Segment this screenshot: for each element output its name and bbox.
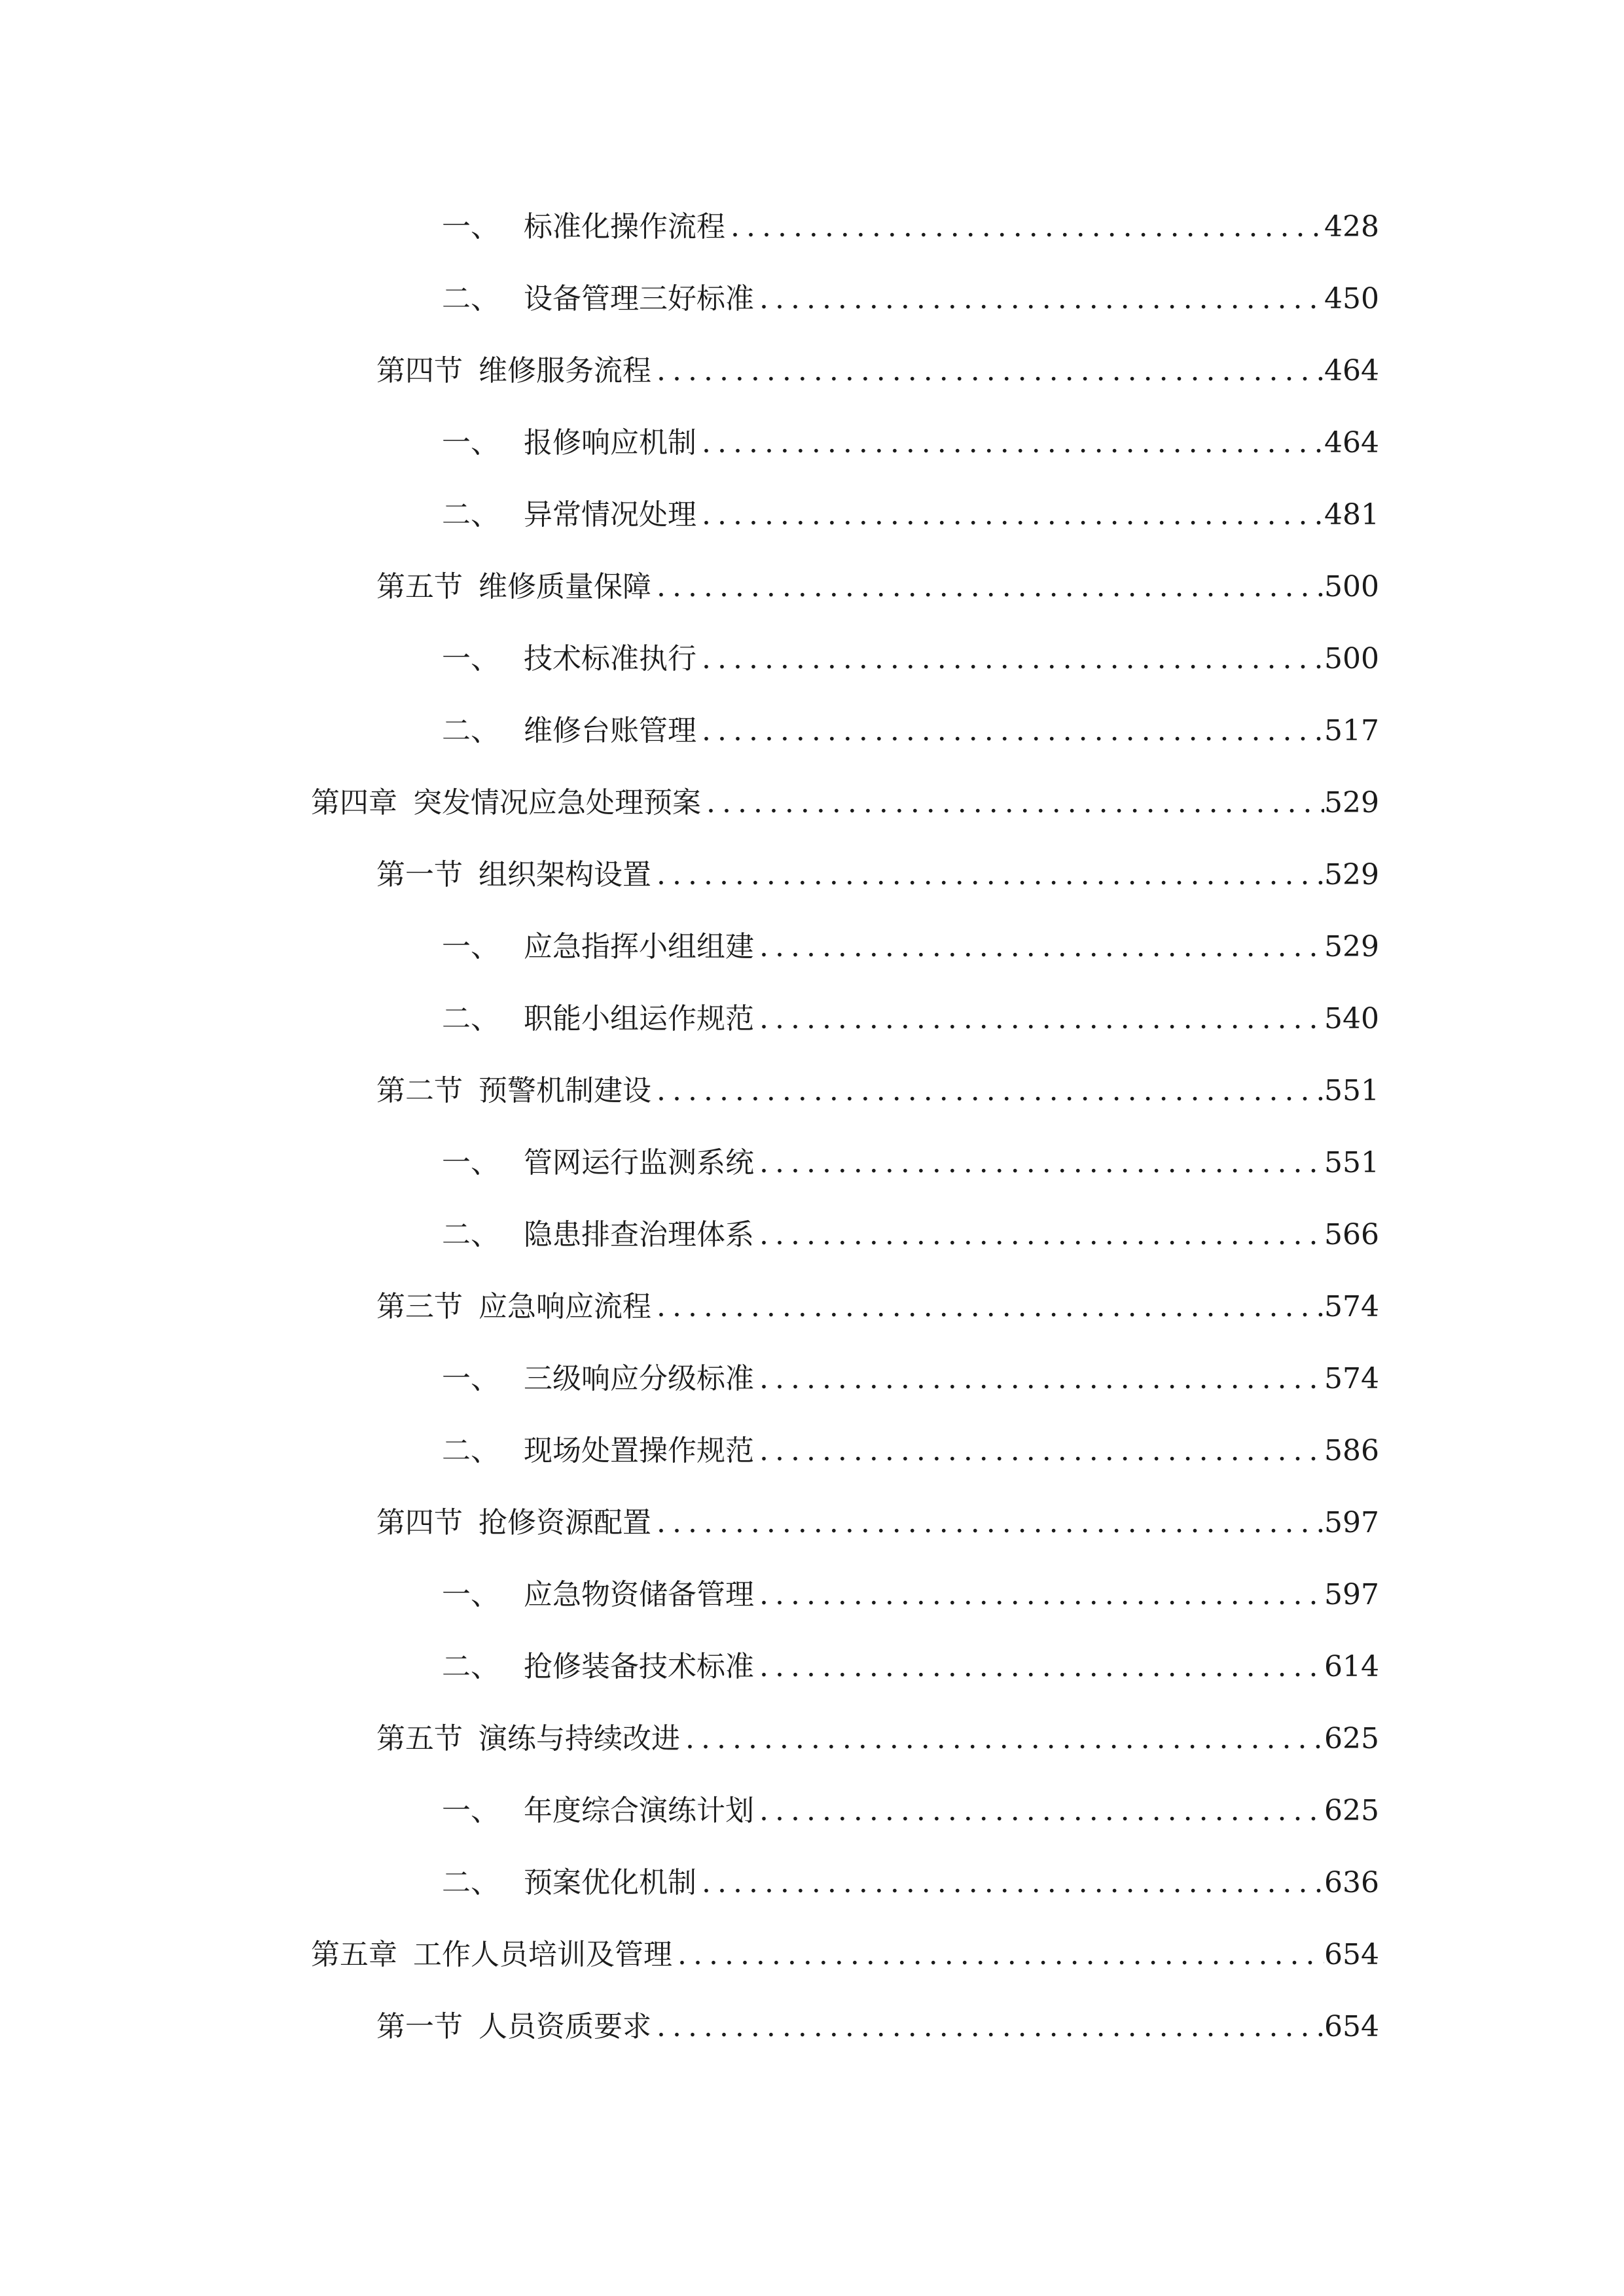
toc-entry-page: 597 xyxy=(1324,1506,1379,1539)
dot-leader xyxy=(754,1214,1324,1256)
toc-entry-number: 二、 xyxy=(442,1866,499,1899)
toc-entry-title: 突发情况应急处理预案 xyxy=(413,786,701,819)
toc-entry-title: 抢修资源配置 xyxy=(478,1506,651,1539)
toc-entry-number: 第二节 xyxy=(376,1074,463,1107)
toc-entry-title: 维修服务流程 xyxy=(478,354,651,387)
dot-leader xyxy=(696,638,1324,680)
dot-leader xyxy=(701,782,1324,824)
toc-entry-page: 551 xyxy=(1324,1146,1379,1179)
toc-entry-page: 551 xyxy=(1324,1074,1379,1107)
toc-entry-title: 组织架构设置 xyxy=(478,858,651,891)
toc-entry-number: 一、 xyxy=(442,1794,499,1827)
dot-leader xyxy=(696,494,1324,536)
toc-entry-title: 三级响应分级标准 xyxy=(524,1362,754,1395)
toc-entry-page: 586 xyxy=(1324,1434,1379,1467)
toc-entry[interactable] xyxy=(442,1358,1377,1400)
toc-entry[interactable] xyxy=(311,1934,1377,1976)
toc-entry-page: 654 xyxy=(1324,1938,1379,1971)
toc-entry-number: 二、 xyxy=(442,714,499,747)
toc-entry[interactable] xyxy=(442,1142,1377,1184)
toc-entry[interactable] xyxy=(442,926,1377,968)
toc-entry-title: 标准化操作流程 xyxy=(524,210,725,243)
toc-entry[interactable] xyxy=(442,710,1377,752)
toc-entry-title: 管网运行监测系统 xyxy=(524,1146,754,1179)
toc-entry-number: 二、 xyxy=(442,282,499,315)
dot-leader xyxy=(696,422,1324,464)
dot-leader xyxy=(680,1718,1324,1760)
toc-entry[interactable] xyxy=(442,638,1377,680)
dot-leader xyxy=(651,1070,1324,1112)
toc-entry-title: 应急响应流程 xyxy=(478,1290,651,1323)
toc-entry-number: 第四节 xyxy=(376,354,463,387)
toc-entry[interactable] xyxy=(376,1070,1377,1112)
toc-entry-page: 529 xyxy=(1324,930,1379,963)
toc-entry-number: 第四章 xyxy=(311,786,397,819)
toc-entry[interactable] xyxy=(442,1646,1377,1688)
toc-entry-title: 应急物资储备管理 xyxy=(524,1578,754,1611)
toc-entry-title: 应急指挥小组组建 xyxy=(524,930,754,963)
toc-entry[interactable] xyxy=(376,2006,1377,2048)
toc-entry-title: 预案优化机制 xyxy=(524,1866,696,1899)
toc-entry-number: 二、 xyxy=(442,1434,499,1467)
dot-leader xyxy=(651,350,1324,392)
toc-entry-title: 人员资质要求 xyxy=(478,2010,651,2043)
toc-entry-page: 597 xyxy=(1324,1578,1379,1611)
toc-entry[interactable] xyxy=(442,1862,1377,1904)
toc-entry-number: 二、 xyxy=(442,1002,499,1035)
toc-entry-page: 574 xyxy=(1324,1290,1379,1323)
toc-entry-page: 529 xyxy=(1324,858,1379,891)
toc-entry-number: 一、 xyxy=(442,642,499,675)
toc-entry[interactable] xyxy=(376,566,1377,608)
toc-entry[interactable] xyxy=(442,494,1377,536)
toc-entry[interactable] xyxy=(442,1574,1377,1616)
dot-leader xyxy=(725,206,1324,248)
toc-entry-number: 第一节 xyxy=(376,2010,463,2043)
toc-entry-page: 566 xyxy=(1324,1218,1379,1251)
toc-entry-title: 隐患排查治理体系 xyxy=(524,1218,754,1251)
dot-leader xyxy=(651,854,1324,896)
dot-leader xyxy=(754,1646,1324,1688)
toc-entry-title: 年度综合演练计划 xyxy=(524,1794,754,1827)
toc-entry-title: 现场处置操作规范 xyxy=(524,1434,754,1467)
toc-entry-page: 654 xyxy=(1324,2010,1379,2043)
toc-entry-page: 481 xyxy=(1324,498,1379,531)
toc-entry-title: 维修质量保障 xyxy=(478,570,651,603)
toc-entry-page: 428 xyxy=(1324,210,1379,243)
toc-entry-page: 529 xyxy=(1324,786,1379,819)
dot-leader xyxy=(754,998,1324,1040)
toc-entry-title: 报修响应机制 xyxy=(524,426,696,459)
dot-leader xyxy=(754,926,1324,968)
dot-leader xyxy=(696,1862,1324,1904)
toc-entry-page: 464 xyxy=(1324,426,1379,459)
dot-leader xyxy=(651,566,1324,608)
toc-entry-number: 一、 xyxy=(442,426,499,459)
toc-entry[interactable] xyxy=(442,1790,1377,1832)
toc-entry-page: 517 xyxy=(1324,714,1379,747)
dot-leader xyxy=(754,1430,1324,1472)
toc-entry-number: 二、 xyxy=(442,1218,499,1251)
toc-entry-title: 维修台账管理 xyxy=(524,714,696,747)
toc-entry[interactable] xyxy=(376,1502,1377,1544)
toc-entry-title: 预警机制建设 xyxy=(478,1074,651,1107)
toc-entry-title: 技术标准执行 xyxy=(524,642,696,675)
dot-leader xyxy=(754,1358,1324,1400)
toc-entry-title: 工作人员培训及管理 xyxy=(413,1938,672,1971)
dot-leader xyxy=(651,2006,1324,2048)
toc-entry-title: 职能小组运作规范 xyxy=(524,1002,754,1035)
dot-leader xyxy=(754,278,1324,320)
toc-entry-number: 第一节 xyxy=(376,858,463,891)
dot-leader xyxy=(696,710,1324,752)
toc-entry[interactable] xyxy=(442,278,1377,320)
dot-leader xyxy=(754,1790,1324,1832)
toc-entry-title: 演练与持续改进 xyxy=(478,1722,680,1755)
toc-entry[interactable] xyxy=(442,1430,1377,1472)
dot-leader xyxy=(672,1934,1324,1976)
toc-entry[interactable] xyxy=(442,1214,1377,1256)
toc-entry[interactable] xyxy=(442,206,1377,248)
toc-entry-number: 第五节 xyxy=(376,570,463,603)
toc-entry-page: 636 xyxy=(1324,1866,1379,1899)
toc-entry-page: 625 xyxy=(1324,1794,1379,1827)
toc-entry-title: 设备管理三好标准 xyxy=(524,282,754,315)
dot-leader xyxy=(754,1142,1324,1184)
toc-entry-page: 614 xyxy=(1324,1650,1379,1683)
toc-entry-page: 450 xyxy=(1324,282,1379,315)
dot-leader xyxy=(754,1574,1324,1616)
toc-entry-page: 464 xyxy=(1324,354,1379,387)
toc-entry-number: 第五节 xyxy=(376,1722,463,1755)
toc-entry-page: 574 xyxy=(1324,1362,1379,1395)
toc-entry-number: 一、 xyxy=(442,1578,499,1611)
toc-entry-number: 一、 xyxy=(442,1362,499,1395)
toc-entry-page: 540 xyxy=(1324,1002,1379,1035)
toc-entry-number: 一、 xyxy=(442,210,499,243)
toc-entry-number: 二、 xyxy=(442,1650,499,1683)
toc-entry[interactable] xyxy=(376,1718,1377,1760)
toc-entry[interactable] xyxy=(442,998,1377,1040)
toc-entry-number: 第五章 xyxy=(311,1938,397,1971)
toc-entry[interactable] xyxy=(376,350,1377,392)
toc-entry-page: 625 xyxy=(1324,1722,1379,1755)
toc-entry-number: 一、 xyxy=(442,930,499,963)
toc-entry-title: 异常情况处理 xyxy=(524,498,696,531)
toc-entry-page: 500 xyxy=(1324,570,1379,603)
dot-leader xyxy=(651,1286,1324,1328)
toc-entry[interactable] xyxy=(376,854,1377,896)
toc-entry-number: 第四节 xyxy=(376,1506,463,1539)
toc-entry[interactable] xyxy=(376,1286,1377,1328)
toc-entry[interactable] xyxy=(311,782,1377,824)
toc-entry-number: 第三节 xyxy=(376,1290,463,1323)
toc-entry-title: 抢修装备技术标准 xyxy=(524,1650,754,1683)
toc-entry-number: 一、 xyxy=(442,1146,499,1179)
toc-entry[interactable] xyxy=(442,422,1377,464)
toc-entry-number: 二、 xyxy=(442,498,499,531)
dot-leader xyxy=(651,1502,1324,1544)
toc-entry-page: 500 xyxy=(1324,642,1379,675)
